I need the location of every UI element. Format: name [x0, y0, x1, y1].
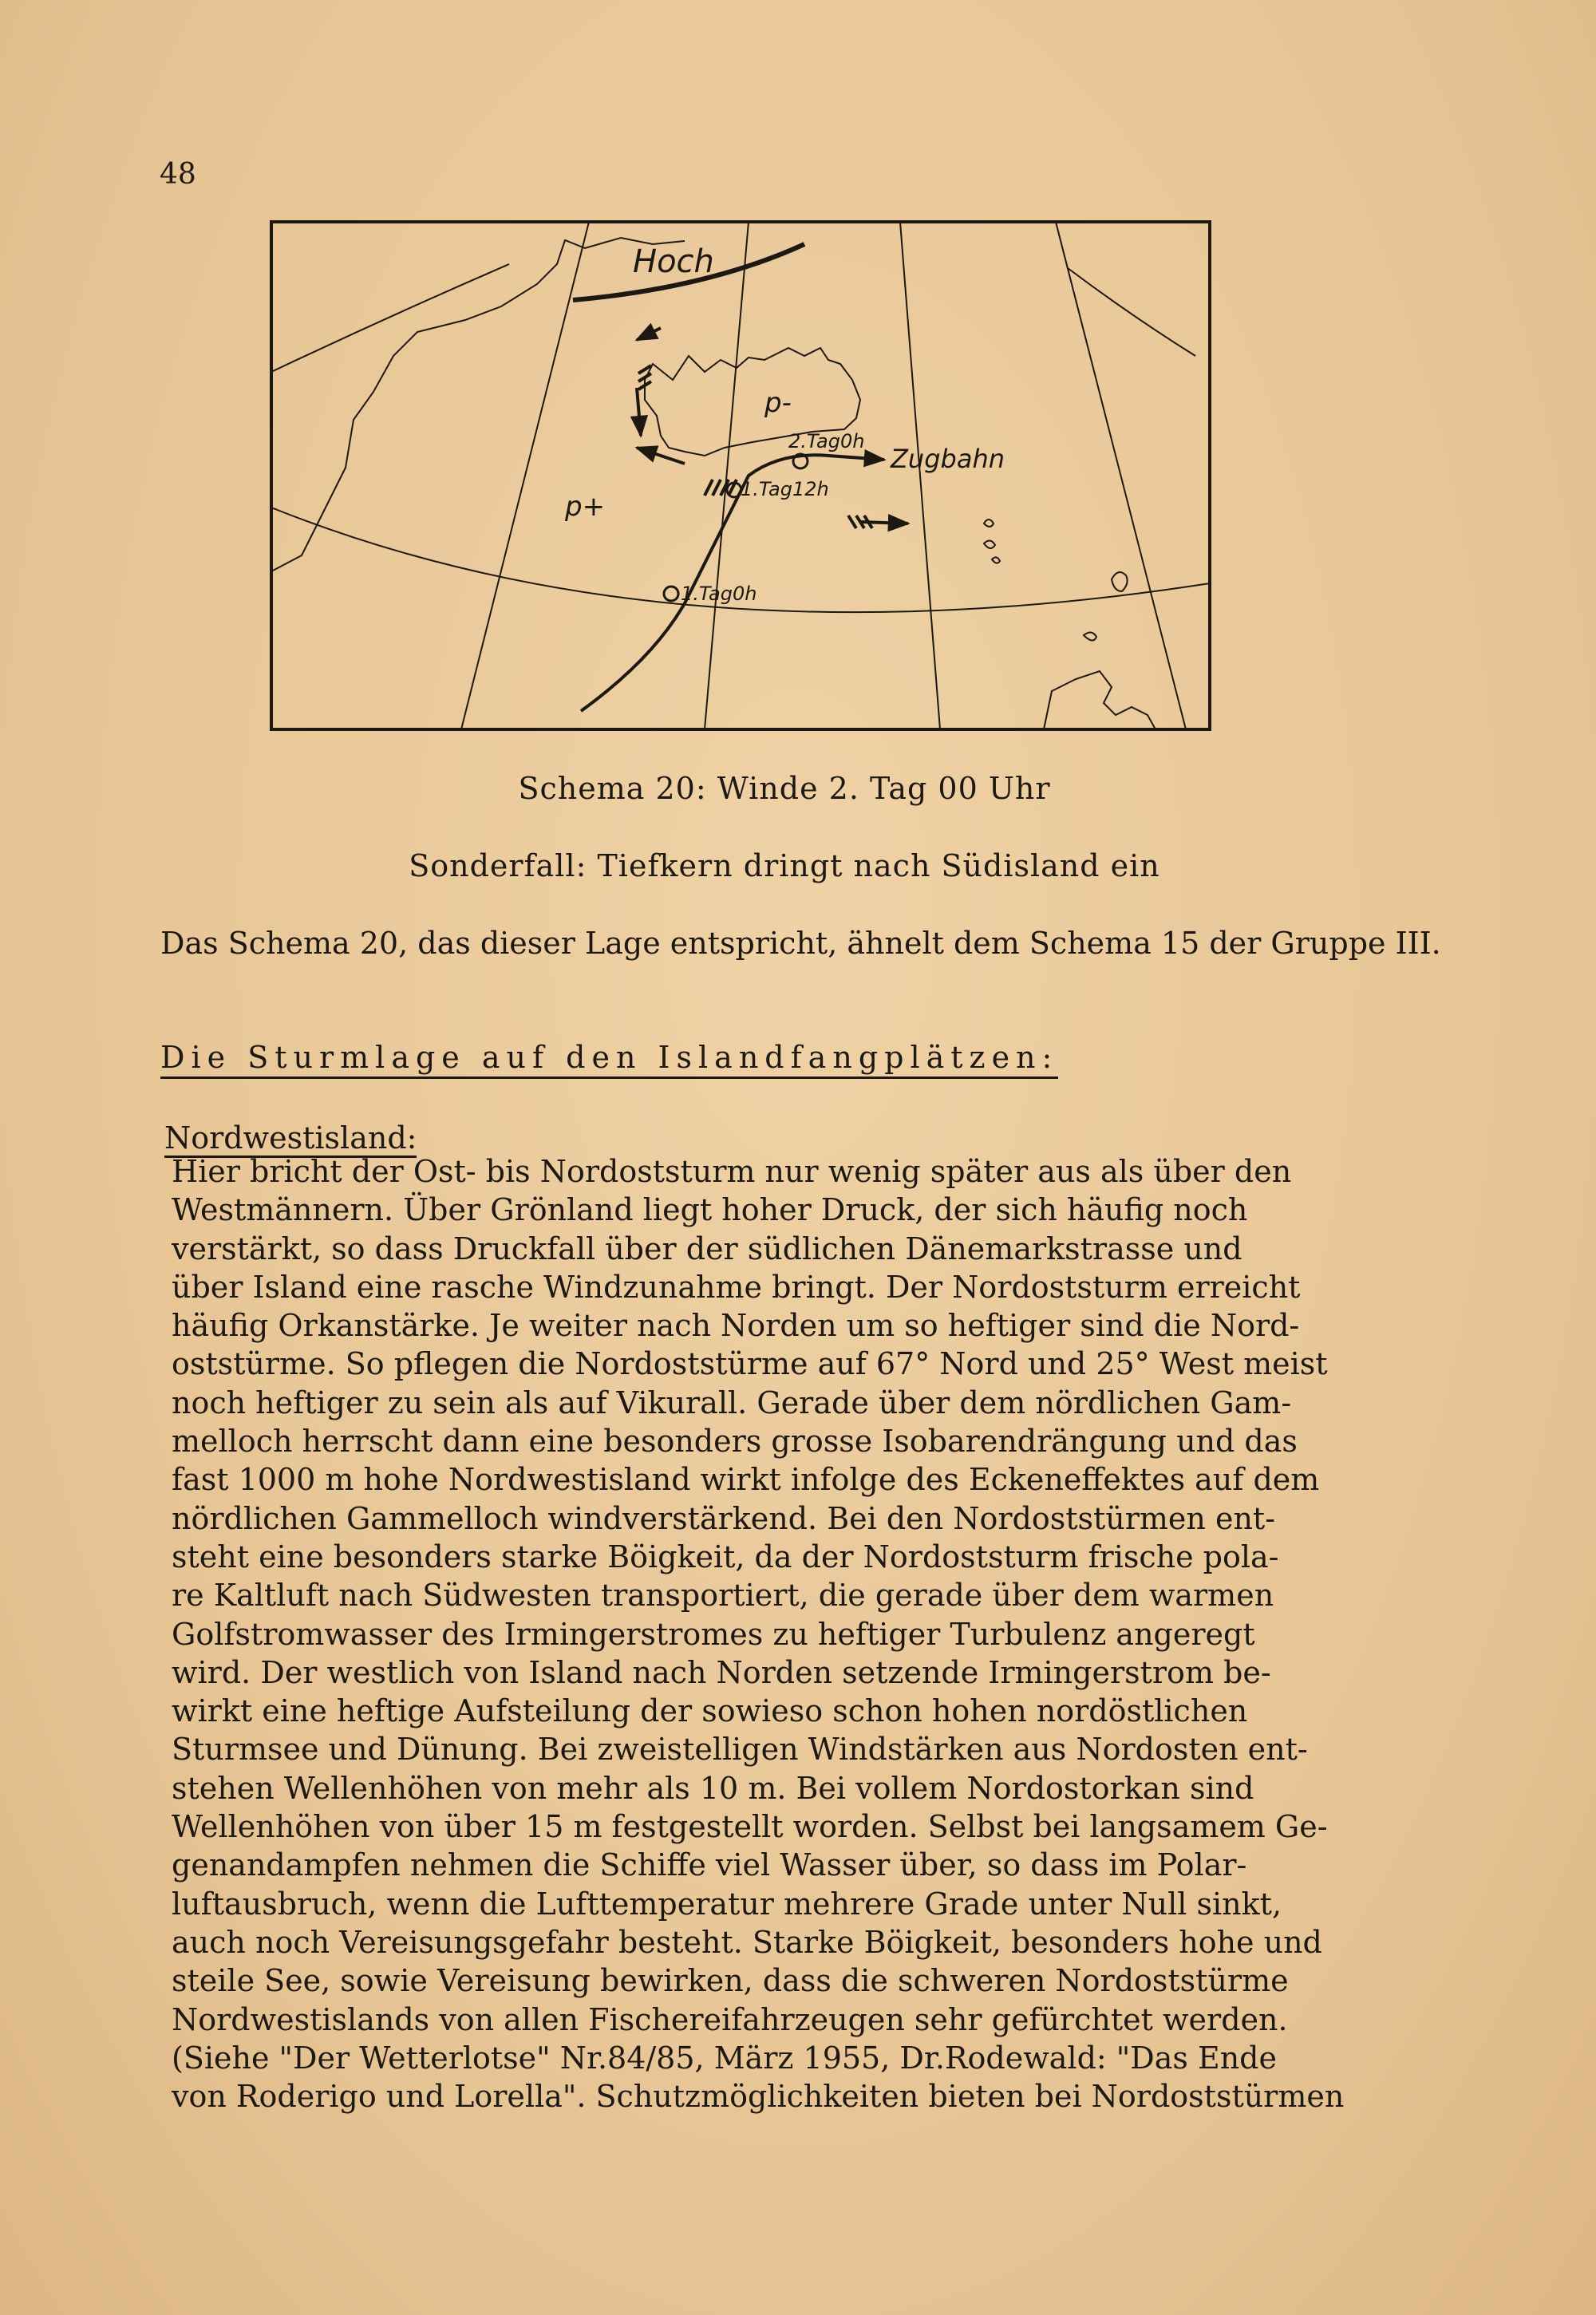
- weather-map: [270, 220, 1211, 731]
- body-line: luftausbruch, wenn die Lufttemperatur mehrere Grade unter Null sinkt,: [172, 1886, 1282, 1922]
- wind-barb: [705, 480, 713, 496]
- intro-paragraph: Das Schema 20, das dieser Lage entspricht, ähnelt dem Schema 15 der Gruppe III.: [160, 926, 1441, 961]
- scotland-coast: [1044, 671, 1156, 729]
- body-line: genandampfen nehmen die Schiffe viel Wasser über, so dass im Polar-: [172, 1847, 1247, 1883]
- body-line: steile See, sowie Vereisung bewirken, dass die schweren Nordoststürme: [172, 1963, 1289, 1999]
- meridian-line: [705, 222, 749, 729]
- label-p-minus: p-: [764, 387, 792, 419]
- low-center-day1-0h: [664, 587, 678, 601]
- map-frame: [271, 222, 1210, 729]
- faroe-islands: [984, 519, 1000, 563]
- region-heading: Nordwestisland:: [164, 1120, 417, 1158]
- body-line: steht eine besonders starke Böigkeit, da der Nordoststurm frische pola-: [172, 1539, 1279, 1574]
- body-line: von Roderigo und Lorella". Schutzmöglichkeiten bieten bei Nordoststürmen: [172, 2079, 1345, 2115]
- wind-arrow: [637, 388, 641, 436]
- body-line: wird. Der westlich von Island nach Norden setzende Irmingerstrom be-: [172, 1654, 1271, 1690]
- body-line: auch noch Vereisungsgefahr besteht. Starke Böigkeit, besonders hohe und: [172, 1924, 1322, 1960]
- body-line: über Island eine rasche Windzunahme bringt. Der Nordoststurm erreicht: [172, 1269, 1301, 1305]
- body-line: Nordwestislands von allen Fischereifahrzeugen sehr gefürchtet werden.: [172, 2001, 1288, 2037]
- meridian-line: [461, 222, 589, 729]
- label-high: Hoch: [633, 243, 714, 280]
- figure-caption: Schema 20: Winde 2. Tag 00 Uhr: [518, 771, 1051, 806]
- label-day1-0h: 1.Tag0h: [681, 583, 757, 605]
- label-p-plus: p+: [565, 491, 606, 523]
- label-day2: 2.Tag0h: [788, 430, 865, 452]
- body-line: fast 1000 m hohe Nordwestisland wirkt infolge des Eckeneffektes auf dem: [172, 1462, 1320, 1498]
- body-line: (Siehe "Der Wetterlotse" Nr.84/85, März 1955, Dr.Rodewald: "Das Ende: [172, 2040, 1277, 2076]
- body-line: Sturmsee und Dünung. Bei zweistelligen Windstärken aus Nordosten ent-: [172, 1732, 1308, 1768]
- label-track: Zugbahn: [891, 444, 1005, 474]
- shetland-islands: [1084, 572, 1128, 641]
- greenland-coast: [271, 238, 685, 571]
- body-line: nördlichen Gammelloch windverstärkend. Bei den Nordoststürmen ent-: [172, 1500, 1276, 1536]
- body-line: verstärkt, so dass Druckfall über der südlichen Dänemarkstrasse und: [172, 1231, 1242, 1266]
- body-line: Westmännern. Über Grönland liegt hoher Druck, der sich häufig noch: [172, 1192, 1248, 1228]
- wind-barb: [848, 516, 856, 528]
- body-line: Wellenhöhen von über 15 m festgestellt worden. Selbst bei langsamem Ge-: [172, 1809, 1328, 1845]
- body-paragraph: [172, 1152, 1448, 2115]
- track-arrow: [828, 456, 884, 460]
- page-number: 48: [160, 158, 196, 191]
- body-line: wirkt eine heftige Aufsteilung der sowieso schon hohen nordöstlichen: [172, 1693, 1248, 1729]
- body-line: Golfstromwasser des Irmingerstromes zu heftiger Turbulenz angeregt: [172, 1616, 1255, 1652]
- wind-barb: [713, 480, 721, 496]
- wind-arrow: [637, 328, 661, 340]
- body-line: Hier bricht der Ost- bis Nordoststurm nur wenig später aus als über den: [172, 1154, 1292, 1189]
- parallel-line: [271, 264, 509, 372]
- body-line: noch heftiger zu sein als auf Vikurall. Gerade über dem nördlichen Gam-: [172, 1385, 1292, 1420]
- weather-map-figure: [270, 220, 1211, 731]
- body-line: re Kaltluft nach Südwesten transportiert, die gerade über dem warmen: [172, 1578, 1274, 1614]
- body-line: melloch herrscht dann eine besonders grosse Isobarendrängung und das: [172, 1424, 1298, 1460]
- body-line: stehen Wellenhöhen von mehr als 10 m. Bei vollem Nordostorkan sind: [172, 1770, 1254, 1806]
- special-case-subtitle: Sonderfall: Tiefkern dringt nach Südisland ein: [409, 848, 1160, 883]
- body-line: oststürme. So pflegen die Nordoststürme auf 67° Nord und 25° West meist: [172, 1346, 1328, 1382]
- section-heading: Die Sturmlage auf den Islandfangplätzen:: [160, 1040, 1058, 1079]
- meridian-line: [900, 222, 940, 729]
- body-line: häufig Orkanstärke. Je weiter nach Norden um so heftiger sind die Nord-: [172, 1308, 1300, 1344]
- label-day1-12h: 1.Tag12h: [741, 478, 829, 500]
- meridian-line: [1056, 222, 1186, 729]
